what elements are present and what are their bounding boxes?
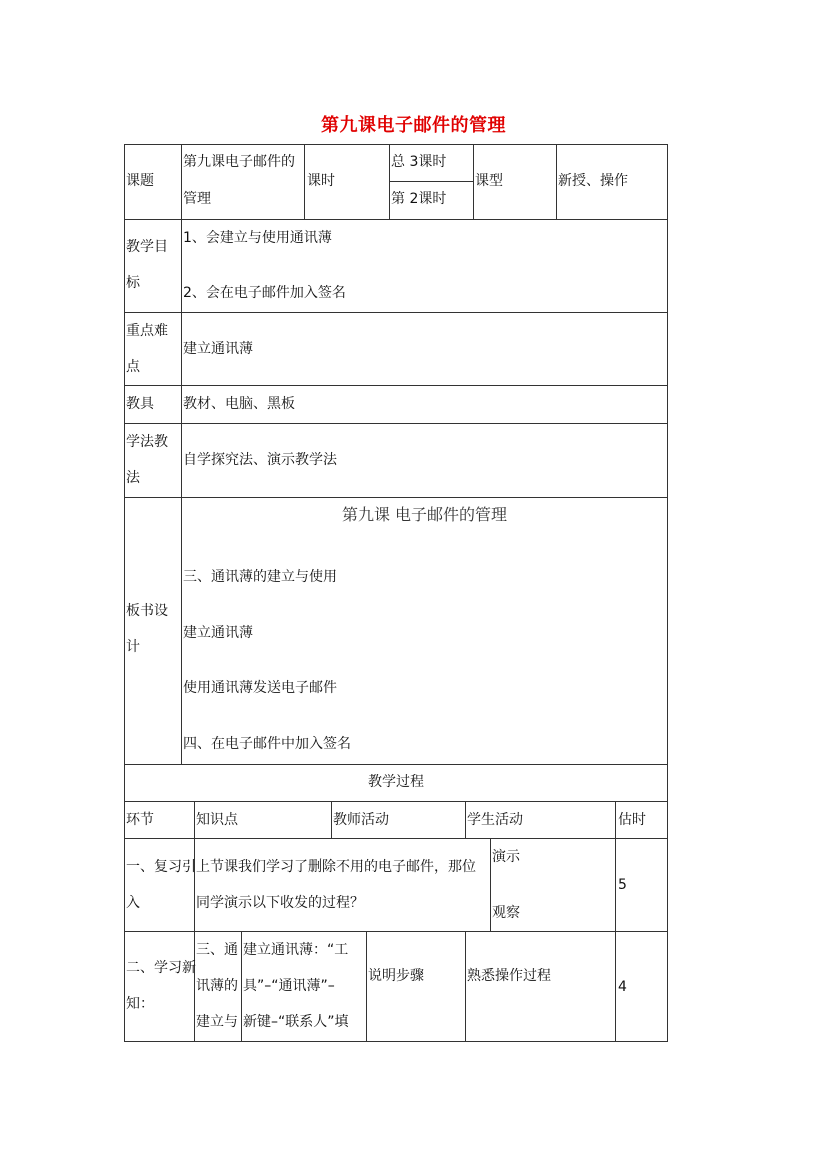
row2-point-line1: 三、通: [196, 942, 238, 958]
row1-content-line2: 同学演示以下收发的过程？: [196, 895, 364, 911]
table-border: [473, 144, 474, 219]
label-goals-line1: 教学目: [126, 239, 168, 255]
label-topic: 课题: [126, 173, 154, 189]
row2-detail-line3: 新键–“联系人”填: [243, 1014, 349, 1030]
goal-item-2: 2、会在电子邮件加入签名: [183, 285, 346, 301]
board-line-2: 建立通讯薄: [183, 625, 253, 641]
row1-content-line1: 上节课我们学习了删除不用的电子邮件，那位: [196, 859, 476, 875]
lesson-type-value: 新授、操作: [558, 173, 628, 189]
row2-teacher: 说明步骤: [368, 968, 424, 984]
table-border: [124, 838, 668, 839]
label-board-line2: 计: [126, 639, 140, 655]
table-border: [556, 144, 557, 219]
process-title: 教学过程: [368, 774, 424, 790]
table-border: [124, 385, 668, 386]
table-border: [124, 801, 668, 802]
table-border: [465, 801, 466, 838]
row2-time: 4: [618, 979, 627, 995]
label-goals-line2: 标: [126, 275, 140, 291]
row1-stage-line2: 入: [126, 895, 140, 911]
row2-point-line2: 讯薄的: [196, 978, 238, 994]
table-border: [241, 931, 242, 1041]
row2-detail-line1: 建立通讯薄：“工: [243, 942, 349, 958]
board-heading: 第九课 电子邮件的管理: [341, 505, 508, 524]
table-border: [124, 144, 125, 1042]
table-border: [615, 801, 616, 1042]
row2-stage-line2: 知：: [126, 996, 154, 1012]
board-line-3: 使用通讯薄发送电子邮件: [183, 680, 337, 696]
topic-value-line2: 管理: [183, 191, 211, 207]
table-border: [181, 144, 182, 764]
table-border: [389, 181, 473, 182]
label-lesson-type: 课型: [475, 173, 503, 189]
label-tools: 教具: [126, 396, 154, 412]
table-border: [124, 1041, 668, 1042]
row2-point-line3: 建立与: [196, 1014, 238, 1030]
table-border: [667, 144, 668, 1042]
row2-stage-line1: 二、学习新: [126, 960, 196, 976]
label-methods-line1: 学法教: [126, 434, 168, 450]
goal-item-1: 1、会建立与使用通讯薄: [183, 230, 332, 246]
column-header-student: 学生活动: [467, 812, 523, 828]
tools-value: 教材、电脑、黑板: [183, 396, 295, 412]
table-border: [389, 144, 390, 219]
board-line-1: 三、通讯薄的建立与使用: [183, 569, 337, 585]
table-border: [366, 931, 367, 1041]
total-hours: 总 3课时: [391, 154, 447, 170]
row2-detail-line2: 具”–“通讯薄”–: [243, 978, 335, 994]
table-border: [124, 931, 668, 932]
row2-student: 熟悉操作过程: [467, 968, 551, 984]
label-hours: 课时: [307, 173, 335, 189]
table-border: [194, 801, 195, 1042]
keypoints-value: 建立通讯薄: [183, 341, 253, 357]
methods-value: 自学探究法、演示教学法: [183, 452, 337, 468]
row1-student-line1: 演示: [492, 849, 520, 865]
table-border: [124, 423, 668, 424]
label-board-line1: 板书设: [126, 603, 168, 619]
column-header-time: 估时: [618, 812, 646, 828]
table-border: [331, 801, 332, 838]
row1-student-line2: 观察: [492, 905, 520, 921]
label-keypoints-line2: 点: [126, 359, 140, 375]
table-border: [124, 144, 668, 145]
document-title: 第九课电子邮件的管理: [321, 115, 506, 136]
table-border: [465, 931, 466, 1041]
table-border: [490, 838, 491, 931]
label-keypoints-line1: 重点难: [126, 323, 168, 339]
column-header-knowledge: 知识点: [196, 812, 238, 828]
column-header-stage: 环节: [126, 812, 154, 828]
table-border: [124, 764, 668, 765]
current-hour: 第 2课时: [391, 191, 447, 207]
column-header-teacher: 教师活动: [333, 812, 389, 828]
label-methods-line2: 法: [126, 470, 140, 486]
topic-value-line1: 第九课电子邮件的: [183, 154, 295, 170]
table-border: [304, 144, 305, 219]
row1-time: 5: [618, 877, 627, 893]
table-border: [124, 312, 668, 313]
board-line-4: 四、在电子邮件中加入签名: [183, 736, 351, 752]
row1-stage-line1: 一、复习引: [126, 859, 196, 875]
table-border: [124, 497, 668, 498]
lesson-plan-table: [124, 144, 668, 1042]
table-border: [124, 219, 668, 220]
